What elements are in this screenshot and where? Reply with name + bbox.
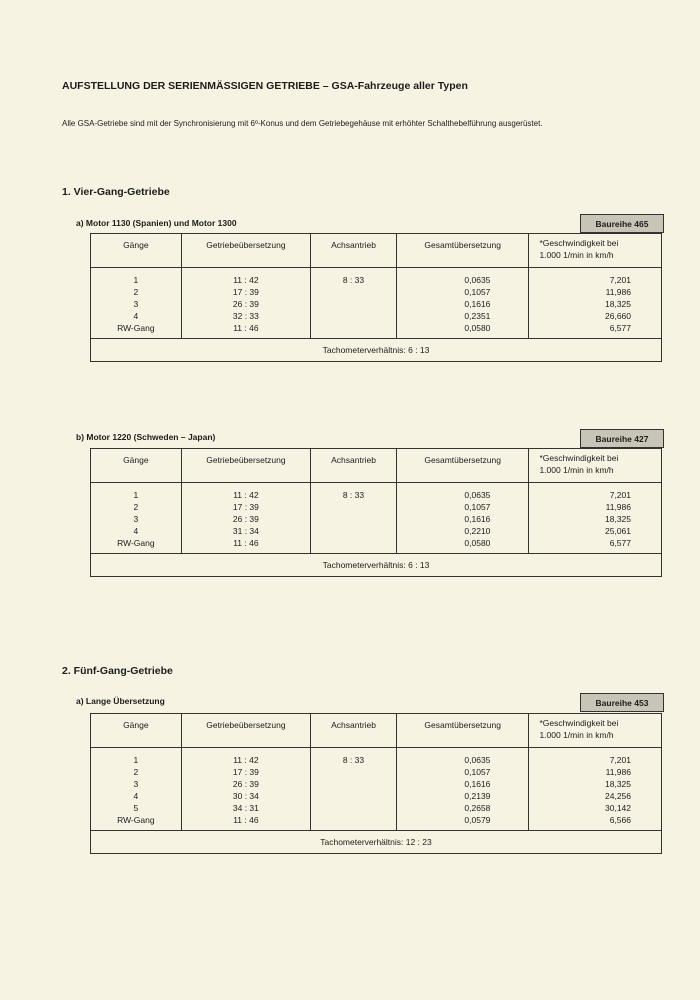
axle-column: [311, 483, 397, 553]
series-badge-427: Baureihe 427: [580, 429, 664, 448]
speed-column: [529, 483, 661, 553]
ratio-cell: 34 : 31: [232, 803, 259, 813]
gear-cell: 3: [133, 299, 139, 309]
header-gearbox-ratio: Getriebeübersetzung: [182, 234, 312, 267]
ratio-cell: 31 : 34: [232, 526, 259, 536]
speed-cell: 18,325: [605, 779, 631, 789]
ratio-cell: 17 : 39: [232, 287, 259, 297]
gears-column: [91, 748, 182, 830]
ratio-cell: 17 : 39: [232, 767, 259, 777]
total-cell: 0,2139: [464, 791, 491, 801]
axle-cell: 8 : 33: [342, 755, 365, 765]
ratio-column: [182, 748, 311, 830]
gear-cell: 5: [133, 803, 139, 813]
axle-column: [311, 748, 397, 830]
gear-table-1a: [90, 233, 662, 362]
header-total-ratio: Gesamtübersetzung: [397, 714, 530, 747]
total-column: [397, 748, 530, 830]
table-body: [91, 748, 661, 831]
gear-cell: 3: [133, 514, 139, 524]
tachometer-ratio: Tachometerverhältnis: 6 : 13: [322, 345, 430, 355]
total-cell: 0,1616: [464, 299, 491, 309]
header-gears: Gänge: [91, 449, 182, 482]
speed-cell: 6,577: [609, 323, 631, 333]
header-gears: Gänge: [91, 714, 182, 747]
table-header-row: [91, 714, 661, 748]
speed-column: [529, 748, 661, 830]
speed-cell: 7,201: [609, 275, 631, 285]
table-header-row: [91, 234, 661, 268]
gear-cell: 4: [133, 526, 139, 536]
header-axle-drive: Achsantrieb: [311, 449, 397, 482]
ratio-column: [182, 483, 311, 553]
ratio-cell: 26 : 39: [232, 779, 259, 789]
gear-cell: RW-Gang: [117, 815, 155, 825]
speed-column: [529, 268, 661, 338]
series-badge-465: Baureihe 465: [580, 214, 664, 233]
axle-cell: 8 : 33: [342, 275, 365, 285]
header-axle-drive: Achsantrieb: [311, 714, 397, 747]
total-cell: 0,2658: [464, 803, 491, 813]
header-speed-line2: 1.000 1/min in km/h: [539, 730, 614, 740]
total-column: [397, 268, 530, 338]
axle-cell: 8 : 33: [342, 490, 365, 500]
ratio-cell: 11 : 42: [233, 490, 259, 500]
gear-cell: 1: [133, 490, 139, 500]
header-gears: Gänge: [91, 234, 182, 267]
ratio-cell: 26 : 39: [232, 299, 259, 309]
table-header-row: [91, 449, 661, 483]
header-speed-line2: 1.000 1/min in km/h: [539, 465, 614, 475]
header-gearbox-ratio: Getriebeübersetzung: [182, 714, 312, 747]
speed-cell: 6,566: [609, 815, 631, 825]
ratio-cell: 30 : 34: [232, 791, 259, 801]
axle-column: [311, 268, 397, 338]
speed-cell: 11,986: [605, 502, 631, 512]
header-speed-line1: *Geschwindigkeit bei: [539, 453, 619, 463]
total-cell: 0,1057: [464, 767, 491, 777]
total-cell: 0,1616: [464, 514, 491, 524]
speed-cell: 30,142: [605, 803, 631, 813]
header-speed-line1: *Geschwindigkeit bei: [539, 238, 619, 248]
speed-cell: 7,201: [609, 755, 631, 765]
header-speed-line1: *Geschwindigkeit bei: [539, 718, 619, 728]
gear-cell: 2: [133, 287, 139, 297]
header-speed-line2: 1.000 1/min in km/h: [539, 250, 614, 260]
gear-cell: 2: [133, 767, 139, 777]
ratio-cell: 11 : 42: [233, 275, 259, 285]
page-title-main: AUFSTELLUNG DER SERIENMÄSSIGEN GETRIEBE: [62, 80, 320, 92]
ratio-cell: 11 : 42: [233, 755, 259, 765]
speed-cell: 11,986: [605, 767, 631, 777]
ratio-cell: 26 : 39: [232, 514, 259, 524]
header-axle-drive: Achsantrieb: [311, 234, 397, 267]
table-body: [91, 483, 661, 554]
speed-cell: 26,660: [605, 311, 631, 321]
total-column: [397, 483, 530, 553]
speed-cell: 25,061: [605, 526, 631, 536]
page-title-sub: – GSA-Fahrzeuge aller Typen: [319, 80, 468, 92]
ratio-cell: 32 : 33: [232, 311, 259, 321]
gear-cell: RW-Gang: [117, 323, 155, 333]
tachometer-ratio: Tachometerverhältnis: 6 : 13: [322, 560, 430, 570]
total-cell: 0,0580: [464, 323, 491, 333]
speed-cell: 7,201: [609, 490, 631, 500]
total-cell: 0,0580: [464, 538, 491, 548]
gears-column: [91, 483, 182, 553]
header-total-ratio: Gesamtübersetzung: [397, 449, 530, 482]
gear-cell: 1: [133, 755, 139, 765]
speed-cell: 24,256: [605, 791, 631, 801]
gear-table-2a: [90, 713, 662, 854]
section-1b-label: b) Motor 1220 (Schweden – Japan): [76, 432, 216, 442]
ratio-cell: 11 : 46: [233, 323, 259, 333]
total-cell: 0,0635: [464, 490, 491, 500]
gear-cell: 2: [133, 502, 139, 512]
section-1-heading: 1. Vier-Gang-Getriebe: [62, 186, 170, 198]
total-cell: 0,2351: [464, 311, 491, 321]
header-speed: [529, 234, 661, 267]
section-1a-label: a) Motor 1130 (Spanien) und Motor 1300: [76, 218, 237, 228]
section-2a-label: a) Lange Übersetzung: [76, 696, 165, 706]
gear-cell: 4: [133, 311, 139, 321]
gear-cell: 4: [133, 791, 139, 801]
gear-table-1b: [90, 448, 662, 577]
gear-cell: 3: [133, 779, 139, 789]
total-cell: 0,1057: [464, 287, 491, 297]
gear-cell: RW-Gang: [117, 538, 155, 548]
gears-column: [91, 268, 182, 338]
page-title: [62, 80, 662, 92]
series-badge-453: Baureihe 453: [580, 693, 664, 712]
speed-cell: 11,986: [605, 287, 631, 297]
intro-paragraph: Alle GSA-Getriebe sind mit der Synchronisierung mit 6º-Konus und dem Getriebegehäuse mit erhöhter Schalthebelführung ausgerüstet.: [62, 119, 543, 128]
speed-cell: 6,577: [609, 538, 631, 548]
header-gearbox-ratio: Getriebeübersetzung: [182, 449, 312, 482]
table-body: [91, 268, 661, 339]
ratio-cell: 17 : 39: [232, 502, 259, 512]
ratio-column: [182, 268, 311, 338]
section-2-heading: 2. Fünf-Gang-Getriebe: [62, 665, 173, 677]
speed-cell: 18,325: [605, 299, 631, 309]
total-cell: 0,0635: [464, 755, 491, 765]
total-cell: 0,1616: [464, 779, 491, 789]
tachometer-ratio: Tachometerverhältnis: 12 : 23: [320, 837, 432, 847]
ratio-cell: 11 : 46: [233, 815, 259, 825]
total-cell: 0,0635: [464, 275, 491, 285]
header-speed: [529, 449, 661, 482]
header-total-ratio: Gesamtübersetzung: [397, 234, 530, 267]
header-speed: [529, 714, 661, 747]
total-cell: 0,2210: [464, 526, 491, 536]
speed-cell: 18,325: [605, 514, 631, 524]
total-cell: 0,1057: [464, 502, 491, 512]
total-cell: 0,0579: [464, 815, 491, 825]
gear-cell: 1: [133, 275, 139, 285]
ratio-cell: 11 : 46: [233, 538, 259, 548]
